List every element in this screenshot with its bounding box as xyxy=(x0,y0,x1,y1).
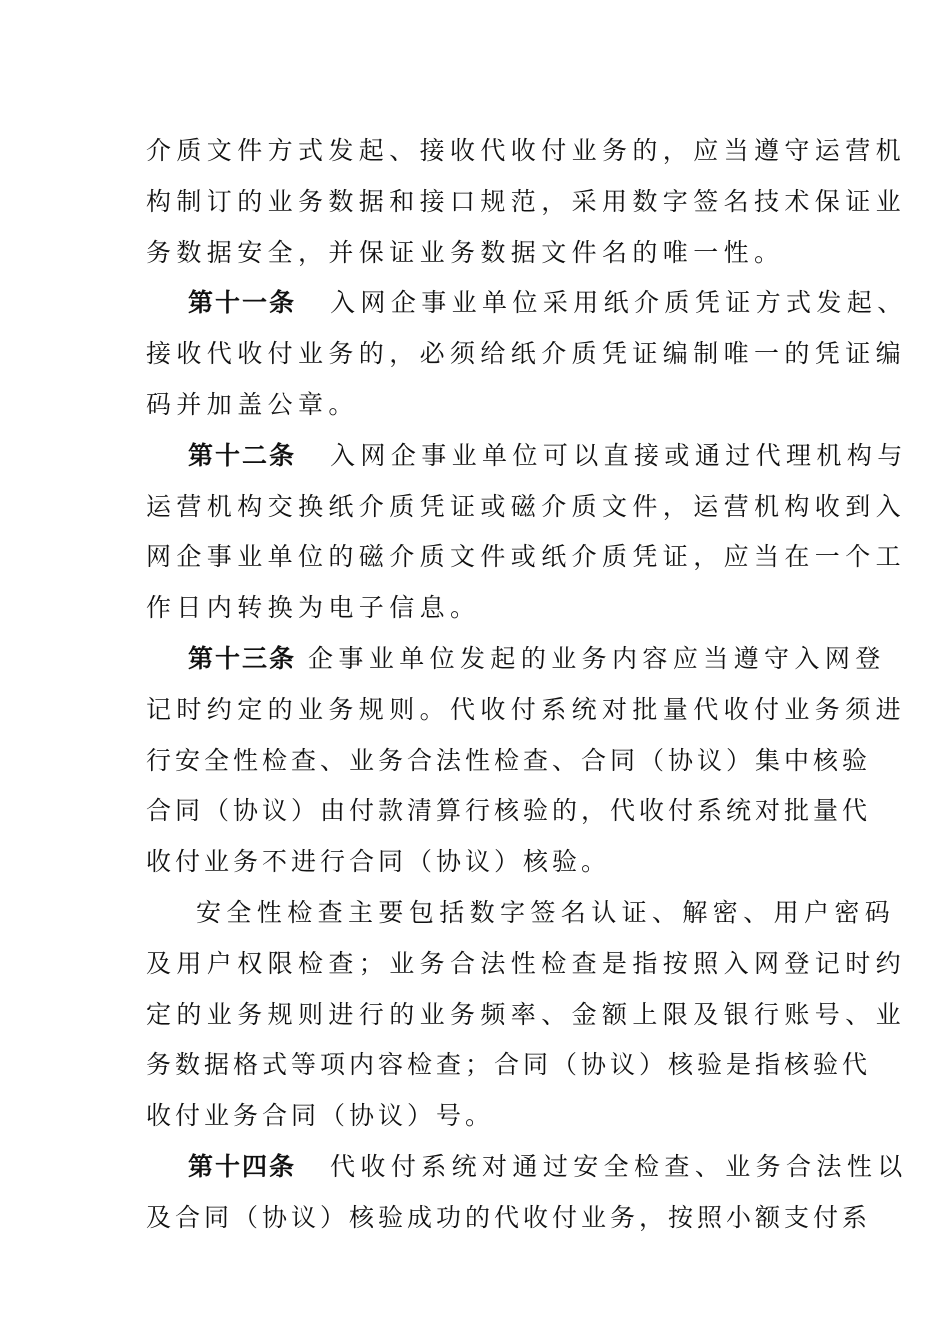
article-14-number: 第十四条 xyxy=(188,1151,297,1181)
article-14-text: 代收付系统对通过安全检查、业务合法性以 xyxy=(330,1151,908,1181)
article-11-line: 接收代收付业务的，必须给纸介质凭证编制唯一的凭证编 xyxy=(146,339,907,369)
article-12-first-line xyxy=(146,431,908,482)
paragraph-line: 构制订的业务数据和接口规范，采用数字签名技术保证业 xyxy=(146,186,907,216)
article-13-line: 行安全性检查、业务合法性检查、合同（协议）集中核验 xyxy=(146,745,872,775)
paragraph-line: 介质文件方式发起、接收代收付业务的，应当遵守运营机 xyxy=(146,136,907,165)
article-14-first-line xyxy=(146,1142,908,1193)
article-12-number: 第十二条 xyxy=(188,440,297,470)
article-11-first-line xyxy=(146,278,908,329)
article-12-line: 作日内转换为电子信息。 xyxy=(146,593,481,623)
article-14-line: 及合同（协议）核验成功的代收付业务，按照小额支付系 xyxy=(146,1202,872,1232)
article-13-text: 企事业单位发起的业务内容应当遵守入网登 xyxy=(308,643,886,673)
security-paragraph-line: 收付业务合同（协议）号。 xyxy=(146,1101,495,1131)
security-paragraph-line: 定的业务规则进行的业务频率、金额上限及银行账号、业 xyxy=(146,999,907,1029)
security-paragraph-line: 务数据格式等项内容检查；合同（协议）核验是指核验代 xyxy=(146,1050,872,1080)
security-paragraph-first-line: 安全性检查主要包括数字签名认证、解密、用户密码 xyxy=(196,897,896,927)
article-13-line: 合同（协议）由付款清算行核验的，代收付系统对批量代 xyxy=(146,796,872,826)
article-13-line: 收付业务不进行合同（协议）核验。 xyxy=(146,847,611,877)
article-13-line: 记时约定的业务规则。代收付系统对批量代收付业务须进 xyxy=(146,694,907,724)
article-13-first-line xyxy=(146,634,886,685)
paragraph-line: 务数据安全，并保证业务数据文件名的唯一性。 xyxy=(146,237,785,267)
article-12-text: 入网企事业单位可以直接或通过代理机构与 xyxy=(330,440,908,470)
article-12-line: 运营机构交换纸介质凭证或磁介质文件，运营机构收到入 xyxy=(146,491,907,521)
article-11-line: 码并加盖公章。 xyxy=(146,389,359,419)
article-12-line: 网企事业单位的磁介质文件或纸介质凭证，应当在一个工 xyxy=(146,542,907,572)
article-11-text: 入网企事业单位采用纸介质凭证方式发起、 xyxy=(330,288,908,318)
article-11-number: 第十一条 xyxy=(188,288,297,318)
document-body xyxy=(146,126,908,1244)
security-paragraph-line: 及用户权限检查；业务合法性检查是指按照入网登记时约 xyxy=(146,948,907,978)
article-13-number: 第十三条 xyxy=(188,643,297,673)
